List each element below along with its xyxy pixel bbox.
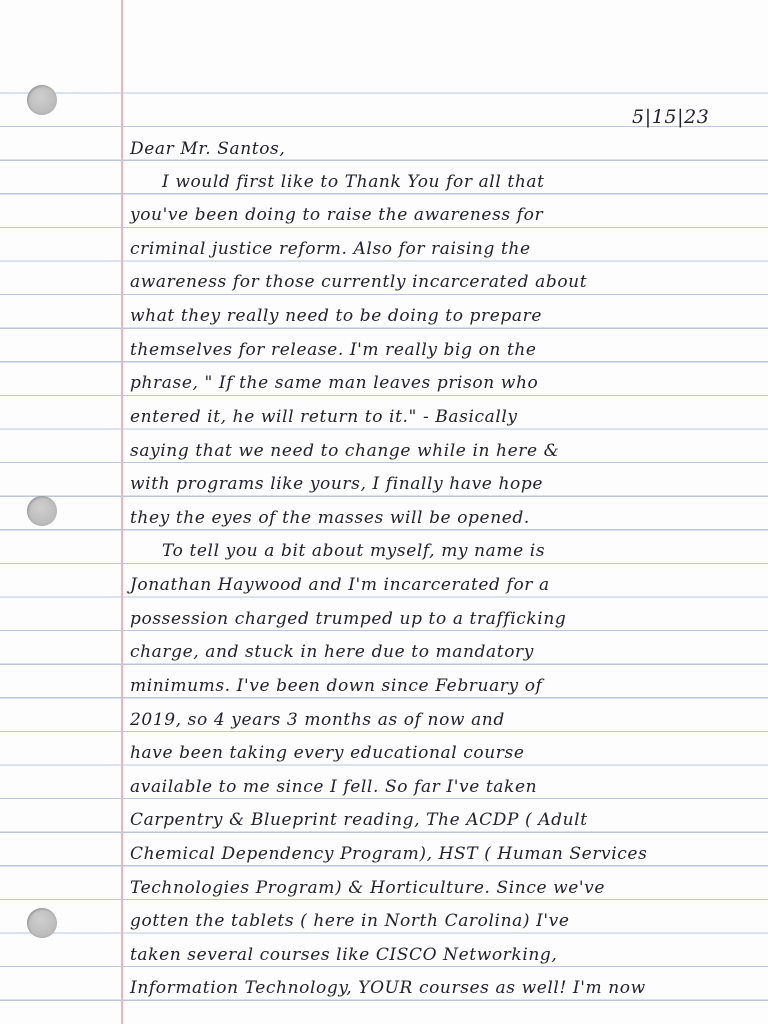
binder-hole-middle (27, 496, 57, 526)
handwritten-line: Chemical Dependency Program), HST ( Human Services (130, 844, 648, 864)
handwritten-line: phrase, " If the same man leaves prison who (130, 373, 539, 393)
handwritten-line: possession charged trumped up to a trafficking (130, 609, 567, 629)
handwritten-line: awareness for those currently incarcerated about (130, 272, 588, 292)
handwritten-line: criminal justice reform. Also for raising the (130, 239, 531, 259)
handwritten-line: available to me since I fell. So far I've taken (130, 777, 538, 797)
handwritten-line: charge, and stuck in here due to mandatory (130, 642, 534, 662)
letter-greeting: Dear Mr. Santos, (130, 139, 286, 159)
handwritten-line: saying that we need to change while in here & (130, 441, 560, 461)
handwritten-line: To tell you a bit about myself, my name is (162, 541, 546, 561)
handwritten-line: Carpentry & Blueprint reading, The ACDP ( Adult (130, 810, 588, 830)
letter-date: 5|15|23 (632, 106, 710, 128)
handwritten-line: they the eyes of the masses will be opened. (130, 508, 530, 528)
handwritten-line: Technologies Program) & Horticulture. Since we've (130, 878, 606, 898)
handwritten-line: entered it, he will return to it." - Basically (130, 407, 518, 427)
handwritten-line: taken several courses like CISCO Networking, (130, 945, 558, 965)
handwritten-line: with programs like yours, I finally have hope (130, 474, 543, 494)
top-margin (0, 0, 768, 60)
handwritten-line: themselves for release. I'm really big on the (130, 340, 537, 360)
binder-hole-top (27, 85, 57, 115)
handwritten-line: gotten the tablets ( here in North Carolina) I've (130, 911, 570, 931)
handwritten-line: what they really need to be doing to prepare (130, 306, 543, 326)
handwritten-line: minimums. I've been down since February of (130, 676, 543, 696)
handwritten-line: I would first like to Thank You for all that (162, 172, 545, 192)
handwritten-line: Jonathan Haywood and I'm incarcerated for a (130, 575, 550, 595)
handwritten-line: 2019, so 4 years 3 months as of now and (130, 710, 505, 730)
red-margin-line (121, 0, 123, 1024)
handwritten-line: have been taking every educational course (130, 743, 525, 763)
binder-hole-bottom (27, 908, 57, 938)
handwritten-line: you've been doing to raise the awareness for (130, 205, 544, 225)
handwritten-line: Information Technology, YOUR courses as well! I'm now (130, 978, 646, 998)
